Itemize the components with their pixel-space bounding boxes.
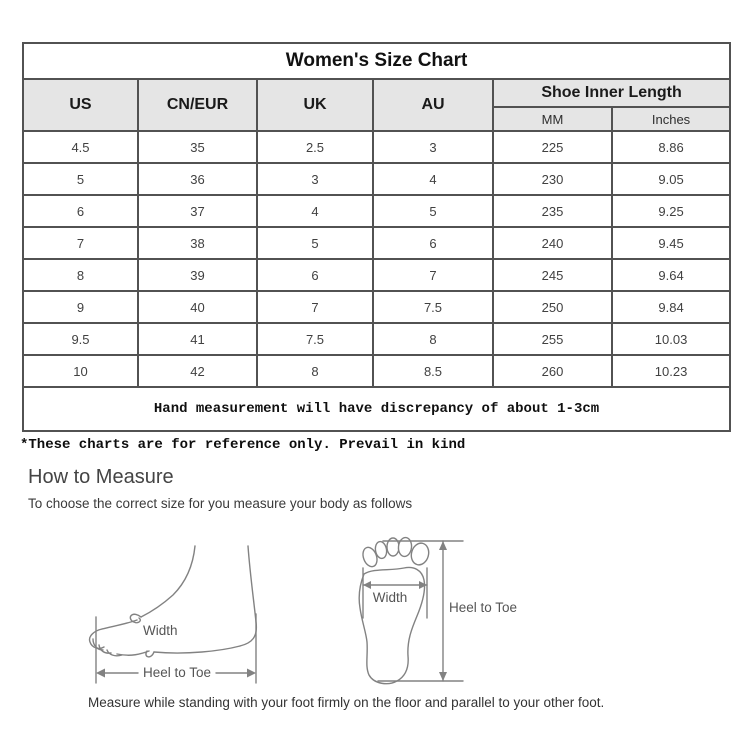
size-cell: 9.84 <box>612 291 730 323</box>
size-cell: 230 <box>493 163 612 195</box>
size-cell: 235 <box>493 195 612 227</box>
size-cell: 9.45 <box>612 227 730 259</box>
size-cell: 8.5 <box>373 355 493 387</box>
heel-back-line <box>240 546 256 646</box>
size-cell: 10 <box>23 355 138 387</box>
toe <box>398 537 413 557</box>
size-cell: 9.64 <box>612 259 730 291</box>
size-cell: 7 <box>257 291 373 323</box>
size-chart-table <box>22 42 731 432</box>
size-cell: 260 <box>493 355 612 387</box>
heel-to-toe-label: Heel to Toe <box>449 600 518 615</box>
size-cell: 3 <box>257 163 373 195</box>
size-cell: 35 <box>138 131 257 163</box>
size-cell: 7 <box>373 259 493 291</box>
table-row <box>23 163 730 195</box>
size-cell: 41 <box>138 323 257 355</box>
size-cell: 4 <box>373 163 493 195</box>
size-cell: 5 <box>23 163 138 195</box>
size-cell: 6 <box>373 227 493 259</box>
column-header-uk: UK <box>257 79 373 131</box>
size-cell: 10.23 <box>612 355 730 387</box>
big-toe <box>90 629 104 648</box>
size-cell: 8 <box>23 259 138 291</box>
big-toe <box>409 541 431 567</box>
how-to-measure-intro: To choose the correct size for you measure your body as follows <box>28 496 413 511</box>
size-cell: 10.03 <box>612 323 730 355</box>
size-cell: 8 <box>373 323 493 355</box>
size-cell: 40 <box>138 291 257 323</box>
column-header-us: US <box>23 79 138 131</box>
arrowhead-up <box>439 541 447 550</box>
table-row <box>23 227 730 259</box>
width-label: Width <box>143 623 178 638</box>
size-cell: 255 <box>493 323 612 355</box>
table-title: Women's Size Chart <box>23 43 730 79</box>
size-cell: 4 <box>257 195 373 227</box>
arrowhead-down <box>439 672 447 681</box>
size-cell: 4.5 <box>23 131 138 163</box>
size-cell: 42 <box>138 355 257 387</box>
note-row <box>23 387 730 431</box>
foot-side-view-diagram <box>86 540 261 690</box>
size-cell: 3 <box>373 131 493 163</box>
size-cell: 240 <box>493 227 612 259</box>
size-cell: 250 <box>493 291 612 323</box>
heel-to-toe-label: Heel to Toe <box>142 665 212 680</box>
toe-arc <box>99 645 111 653</box>
size-cell: 39 <box>138 259 257 291</box>
size-cell: 38 <box>138 227 257 259</box>
title-row <box>23 43 730 79</box>
foot-top-line <box>102 620 137 629</box>
size-cell: 8.86 <box>612 131 730 163</box>
ball-curl <box>146 651 154 657</box>
size-table-body <box>23 131 730 387</box>
size-cell: 8 <box>257 355 373 387</box>
header-row <box>23 79 730 107</box>
size-cell: 5 <box>373 195 493 227</box>
table-row <box>23 259 730 291</box>
size-cell: 225 <box>493 131 612 163</box>
size-cell: 9.5 <box>23 323 138 355</box>
size-cell: 7.5 <box>373 291 493 323</box>
size-cell: 6 <box>257 259 373 291</box>
table-row <box>23 291 730 323</box>
table-row <box>23 131 730 163</box>
size-cell: 2.5 <box>257 131 373 163</box>
size-cell: 9.25 <box>612 195 730 227</box>
table-row <box>23 195 730 227</box>
size-cell: 9 <box>23 291 138 323</box>
measurement-note: Hand measurement will have discrepancy of about 1-3cm <box>23 387 730 431</box>
sole-front <box>117 651 149 655</box>
size-cell: 7 <box>23 227 138 259</box>
size-cell: 36 <box>138 163 257 195</box>
column-header-au: AU <box>373 79 493 131</box>
table-row <box>23 355 730 387</box>
measuring-instruction: Measure while standing with your foot firmly on the floor and parallel to your other foot. <box>88 695 605 710</box>
size-cell: 5 <box>257 227 373 259</box>
column-header-cn-eur: CN/EUR <box>138 79 257 131</box>
size-cell: 9.05 <box>612 163 730 195</box>
column-header-inches: Inches <box>612 107 730 131</box>
reference-disclaimer: *These charts are for reference only. Prevail in kind <box>20 437 466 453</box>
column-header-mm: MM <box>493 107 612 131</box>
size-cell: 37 <box>138 195 257 227</box>
size-cell: 245 <box>493 259 612 291</box>
size-cell: 6 <box>23 195 138 227</box>
arrowhead-left <box>96 669 105 678</box>
column-header-shoe-inner-length: Shoe Inner Length <box>493 79 730 107</box>
table-row <box>23 323 730 355</box>
size-cell: 7.5 <box>257 323 373 355</box>
sole-line <box>154 646 240 653</box>
how-to-measure-heading: How to Measure <box>28 466 174 488</box>
leg-front-line <box>141 546 195 617</box>
width-label: Width <box>372 590 408 605</box>
arrowhead-right <box>247 669 256 678</box>
footprint-top-view-diagram <box>350 528 550 688</box>
